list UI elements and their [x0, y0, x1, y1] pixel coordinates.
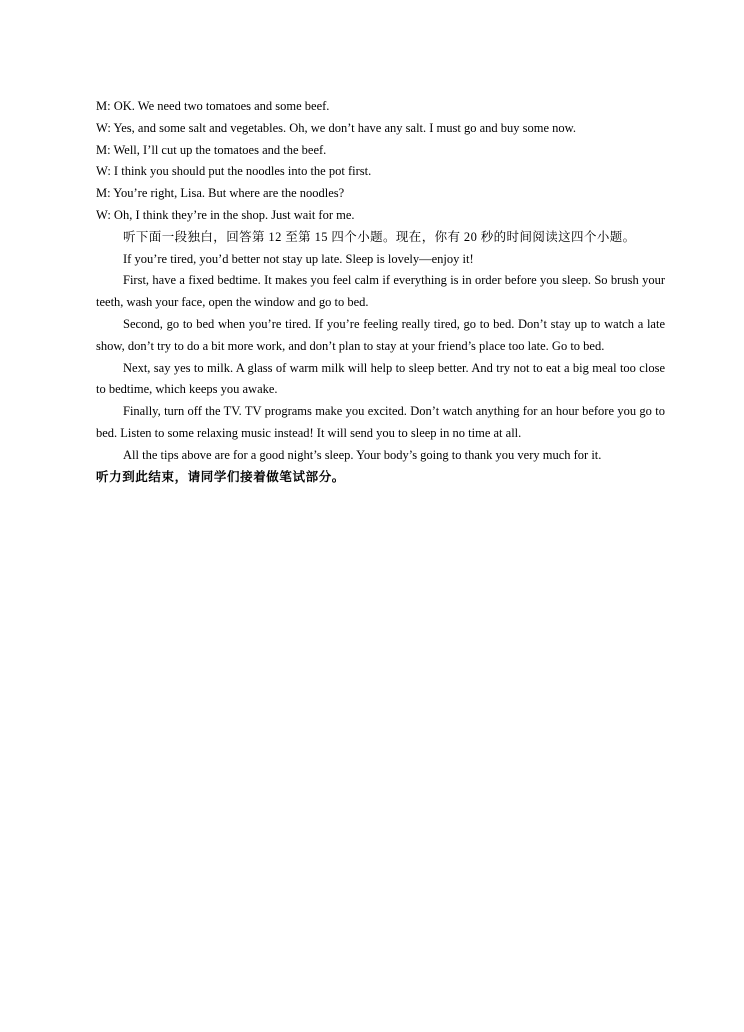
listening-instruction: 听下面一段独白，回答第 12 至第 15 四个小题。现在，你有 20 秒的时间阅读这四个小题。 [123, 229, 636, 244]
dialogue-line: W: Oh, I think they’re in the shop. Just wait for me. [96, 207, 355, 222]
dialogue-line: M: You’re right, Lisa. But where are the noodles? [96, 186, 345, 201]
monologue-paragraph: Finally, turn off the TV. TV programs make you excited. Don’t watch anything for an hour before you go to bed. Listen to some relaxing music instead! It will send you to sleep in no time at all. [96, 404, 665, 440]
dialogue-line: M: OK. We need two tomatoes and some beef. [96, 99, 330, 113]
dialogue-line: M: Well, I’ll cut up the tomatoes and the beef. [96, 142, 327, 157]
monologue-paragraph: If you’re tired, you’d better not stay up late. Sleep is lovely—enjoy it! [123, 251, 474, 266]
monologue-paragraph: All the tips above are for a good night’s sleep. Your body’s going to thank you very much for it. [123, 447, 602, 462]
dialogue-line: W: I think you should put the noodles into the pot first. [96, 164, 372, 179]
monologue-paragraph: First, have a fixed bedtime. It makes you feel calm if everything is in order before you sleep. So brush your teeth, wash your face, open the window and go to bed. [96, 273, 665, 310]
monologue-paragraph: Next, say yes to milk. A glass of warm milk will help to sleep better. And try not to eat a big meal too close to bedtime, which keeps you awake. [96, 360, 665, 397]
dialogue-line: W: Yes, and some salt and vegetables. Oh, we don’t have any salt. I must go and buy some now. [96, 120, 577, 135]
monologue-paragraph: Second, go to bed when you’re tired. If you’re feeling really tired, go to bed. Don’t stay up to watch a late show, don’t try to do a bit more work, and don’t plan to stay at your friend’s place too late. Go to bed. [96, 316, 665, 353]
closing-note: 听力到此结束，请同学们接着做笔试部分。 [96, 469, 345, 484]
document-page [96, 96, 665, 488]
